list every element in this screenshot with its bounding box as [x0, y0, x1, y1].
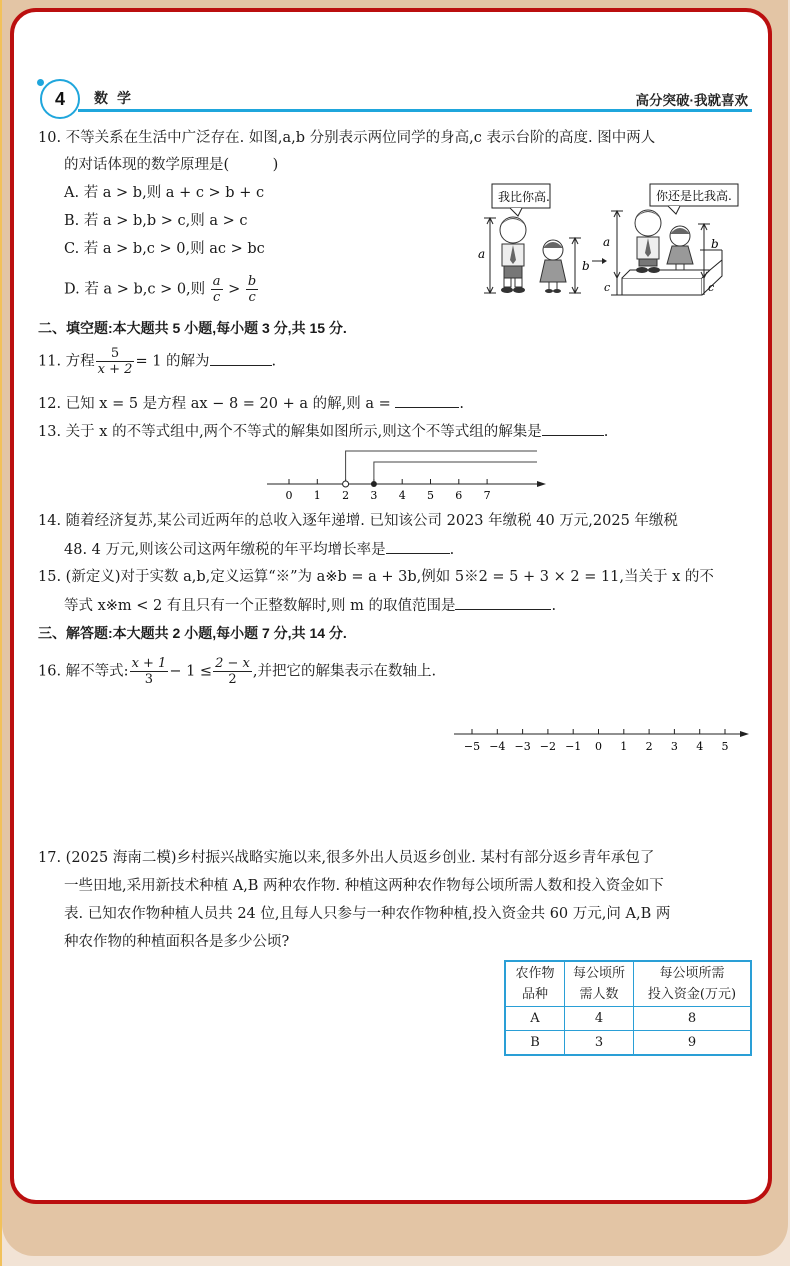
tick-label: 2 [342, 489, 350, 500]
tick-label: 1 [313, 489, 321, 500]
subject-title: 数学 [94, 90, 140, 106]
q11-suffix: = 1 的解为 [135, 353, 210, 370]
q16-middle: − 1 ≤ [169, 663, 213, 680]
header-slogan: 高分突破·我就喜欢 [635, 93, 748, 108]
bubble-right-text: 你还是比我高. [656, 189, 732, 203]
girl-figure-left [540, 240, 566, 293]
dimension-a-right [611, 211, 623, 278]
label-c-right: c [708, 281, 715, 294]
q16 [38, 656, 436, 687]
q10-option-c[interactable]: C. 若 a > b,c > 0,则 ac > bc [64, 241, 265, 257]
solution-bracket-closed [374, 462, 537, 481]
boy-figure-right [635, 210, 661, 273]
q13-text: 13. 关于 x 的不等式组中,两个不等式的解集如图所示,则这个不等式组的解集是 [38, 424, 542, 440]
q10-stem-line1: 10. 不等关系在生活中广泛存在. 如图,a,b 分别表示两位同学的身高,c 表示台阶的高度. 图中两人 [38, 130, 656, 146]
q13-answer-blank[interactable] [542, 421, 604, 436]
tick-label: 2 [645, 740, 653, 753]
q16-suffix: ,并把它的解集表示在数轴上. [252, 663, 437, 680]
table-header-cell: 农作物 品种 [505, 961, 565, 1007]
dimension-a-left [484, 218, 496, 293]
section3-title: 三、解答题:本大题共 2 小题,每小题 7 分,共 14 分. [38, 625, 347, 641]
q14-line2: 48. 4 万元,则该公司这两年缴税的年平均增长率是 . [64, 539, 454, 560]
table-row [505, 1031, 751, 1056]
q11-prefix: 11. 方程 [38, 353, 95, 370]
girl-figure-right [667, 226, 693, 270]
q12-text: 12. 已知 x = 5 是方程 ax − 8 = 20 + a 的解,则 a = [38, 396, 391, 412]
q10-stem-line2: 的对话体现的数学原理是( ) [64, 157, 279, 173]
q14-line1: 14. 随着经济复苏,某公司近两年的总收入逐年递增. 已知该公司 2023 年缴税 40 万元,2025 年缴税 [38, 513, 678, 529]
tick-label: 5 [721, 740, 729, 753]
axis-arrow-icon [740, 731, 749, 737]
bubble-left [492, 184, 550, 216]
tick-label: 4 [696, 740, 704, 753]
label-a-right: a [603, 235, 611, 249]
tick-label: 4 [398, 489, 406, 500]
page-number: 4 [54, 88, 65, 109]
table-cell: 3 [565, 1031, 634, 1056]
q10-option-d-text: D. 若 a > b,c > 0,则 [64, 281, 206, 298]
q16-number-line[interactable] [450, 722, 760, 758]
q17-line2: 一些田地,采用新技术种植 A,B 两种农作物. 种植这两种农作物每公顷所需人数和投入资金如下 [64, 878, 664, 894]
q10-option-d[interactable] [64, 274, 259, 305]
table-row [505, 1007, 751, 1031]
q17-line1: 17. (2025 海南二模)乡村振兴战略实施以来,很多外出人员返乡创业. 某村有部分返乡青年承包了 [38, 850, 655, 866]
bubble-left-text: 我比你高. [498, 190, 550, 204]
table-cell: 8 [634, 1007, 752, 1031]
q10-height-comparison-figure [470, 178, 760, 300]
q10-option-b[interactable]: B. 若 a > b,b > c,则 a > c [64, 213, 248, 229]
q10-d-fraction-left: $\frac{a}{c}$ [212, 274, 221, 305]
q16-prefix: 16. 解不等式: [38, 663, 129, 680]
tick-label: 6 [455, 489, 463, 500]
closed-point [371, 481, 377, 487]
q11: 11. 方程 $\frac{5}{x + 2}$ = 1 的解为 . [38, 346, 277, 377]
tick-label: 7 [483, 489, 491, 500]
tick-label: −1 [565, 740, 582, 753]
label-a-left: a [478, 247, 486, 261]
tick-label: −2 [539, 740, 557, 753]
q13: 13. 关于 x 的不等式组中,两个不等式的解集如图所示,则这个不等式组的解集是 . [38, 421, 608, 442]
tick-label: 1 [620, 740, 628, 753]
q16-fraction-right: $\frac{2 - x}{2}$ [215, 656, 250, 687]
q15-answer-blank[interactable] [455, 595, 551, 610]
tick-label: 0 [595, 740, 602, 753]
table-header-cell: 每公顷所 需人数 [565, 961, 634, 1007]
q15-line1: 15. (新定义)对于实数 a,b,定义运算“※”为 a※b = a + 3b,例如 5※2 = 5 + 3 × 2 = 11,当关于 x 的不 [38, 569, 714, 585]
dimension-b-left [569, 238, 581, 293]
left-edge-strip [0, 0, 2, 1266]
arrow-right-icon [592, 258, 607, 264]
q14-answer-blank[interactable] [386, 539, 450, 554]
tick-label: −5 [463, 740, 481, 753]
q13-number-line [265, 445, 555, 500]
table-cell: A [505, 1007, 565, 1031]
tick-label: −3 [514, 740, 531, 753]
bubble-right [650, 184, 738, 214]
table-header-cell: 每公顷所需 投入资金(万元) [634, 961, 752, 1007]
table-cell: B [505, 1031, 565, 1056]
q11-answer-blank[interactable] [210, 351, 272, 366]
q17-crop-table [504, 960, 752, 1056]
section2-title: 二、填空题:本大题共 5 小题,每小题 3 分,共 15 分. [38, 320, 347, 336]
table-header-row [505, 961, 751, 1007]
q17-line3: 表. 已知农作物种植人员共 24 位,且每人只参与一种农作物种植,投入资金共 60 万元,问 A,B 两 [64, 906, 671, 922]
q12: 12. 已知 x = 5 是方程 ax − 8 = 20 + a 的解,则 a = . [38, 393, 464, 414]
table-cell: 9 [634, 1031, 752, 1056]
tick-label: −4 [489, 740, 506, 753]
q12-answer-blank[interactable] [395, 393, 459, 408]
q10-d-operator: > [228, 281, 241, 298]
axis-arrow-icon [537, 481, 546, 487]
tick-label: 5 [427, 489, 434, 500]
open-point [343, 481, 349, 487]
label-b-left: b [582, 259, 590, 273]
page-number-badge [40, 79, 80, 119]
header-rule [78, 109, 752, 112]
q10-option-a[interactable]: A. 若 a > b,则 a + c > b + c [64, 185, 265, 201]
table-cell: 4 [565, 1007, 634, 1031]
badge-dot-icon [37, 79, 44, 86]
q15-line2: 等式 x※m < 2 有且只有一个正整数解时,则 m 的取值范围是 . [64, 595, 556, 616]
q16-fraction-left: $\frac{x + 1}{3}$ [131, 656, 167, 687]
tick-label: 3 [670, 740, 678, 753]
q11-fraction: $\frac{5}{x + 2}$ [97, 346, 133, 377]
tick-label: 0 [285, 489, 293, 500]
q17-line4: 种农作物的种植面积各是多少公顷? [64, 934, 290, 950]
label-b-right: b [711, 237, 719, 251]
boy-figure-left [500, 217, 526, 293]
q10-d-fraction-right: $\frac{b}{c}$ [247, 274, 257, 305]
tick-label: 3 [370, 489, 378, 500]
label-c-left: c [604, 281, 611, 294]
